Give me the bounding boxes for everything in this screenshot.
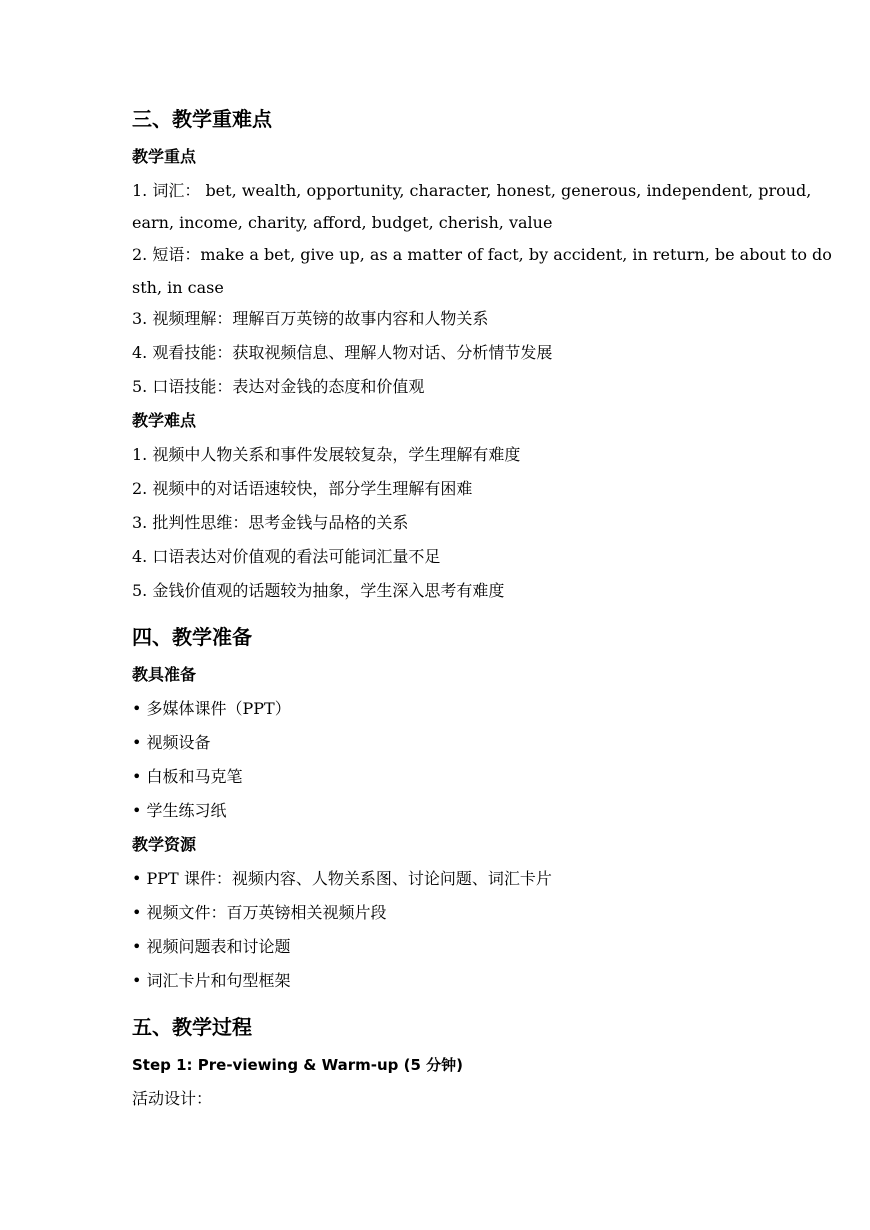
step-1-heading: Step 1: Pre-viewing & Warm-up (5 分钟) (132, 1056, 463, 1074)
difficult-point-line: 2. 视频中的对话语速较快，部分学生理解有困难 (132, 479, 473, 498)
difficult-points-heading: 教学难点 (132, 411, 197, 430)
key-point-line: 5. 口语技能：表达对金钱的态度和价值观 (132, 377, 425, 396)
key-point-line: sth, in case (132, 278, 224, 297)
resource-item: • 视频问题表和讨论题 (132, 937, 291, 956)
key-point-line: 1. 词汇： bet, wealth, opportunity, character, honest, generous, independent, proud, (132, 181, 812, 200)
section-4-heading: 四、教学准备 (132, 625, 252, 649)
tool-item: • 学生练习纸 (132, 801, 227, 820)
resources-heading: 教学资源 (132, 835, 197, 854)
tool-item: • 多媒体课件（PPT） (132, 699, 291, 718)
difficult-point-line: 5. 金钱价值观的话题较为抽象，学生深入思考有难度 (132, 581, 505, 600)
section-3-heading: 三、教学重难点 (132, 107, 272, 131)
key-point-line: 4. 观看技能：获取视频信息、理解人物对话、分析情节发展 (132, 343, 553, 362)
tool-item: • 视频设备 (132, 733, 211, 752)
difficult-point-line: 3. 批判性思维：思考金钱与品格的关系 (132, 513, 409, 532)
difficult-point-line: 4. 口语表达对价值观的看法可能词汇量不足 (132, 547, 441, 566)
key-point-line: earn, income, charity, afford, budget, cherish, value (132, 213, 553, 232)
key-points-heading: 教学重点 (132, 147, 197, 166)
resource-item: • 视频文件：百万英镑相关视频片段 (132, 903, 387, 922)
difficult-point-line: 1. 视频中人物关系和事件发展较复杂，学生理解有难度 (132, 445, 521, 464)
tools-heading: 教具准备 (132, 665, 197, 684)
activity-design-label: 活动设计： (132, 1089, 213, 1108)
resource-item: • PPT 课件：视频内容、人物关系图、讨论问题、词汇卡片 (132, 869, 552, 888)
section-5-heading: 五、教学过程 (132, 1015, 252, 1039)
key-point-line: 3. 视频理解：理解百万英镑的故事内容和人物关系 (132, 309, 489, 328)
resource-item: • 词汇卡片和句型框架 (132, 971, 291, 990)
tool-item: • 白板和马克笔 (132, 767, 243, 786)
key-point-line: 2. 短语：make a bet, give up, as a matter of fact, by accident, in return, be about to do (132, 245, 832, 264)
